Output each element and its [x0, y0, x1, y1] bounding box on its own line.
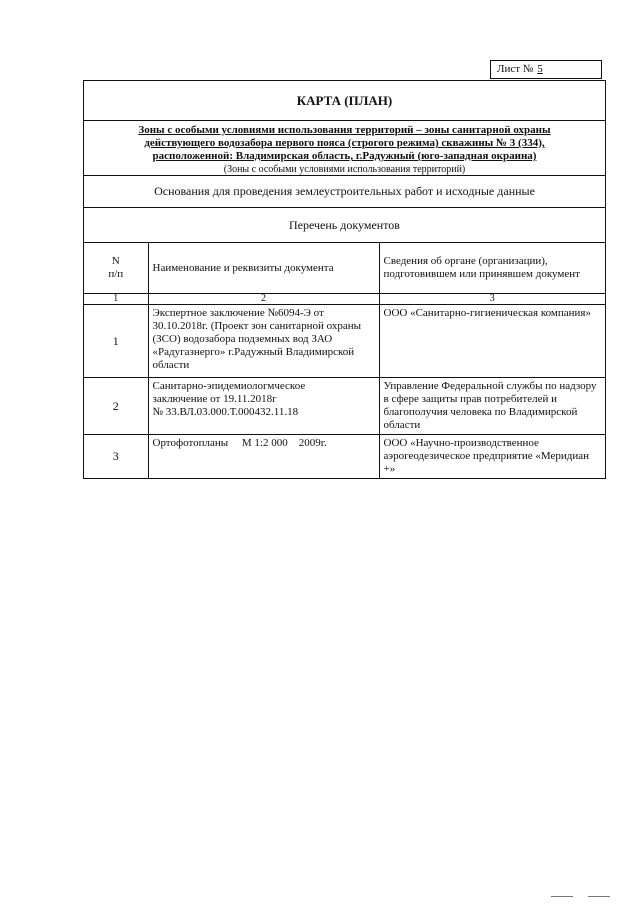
basis-heading: Основания для проведения землеустроительных работ и исходные данные	[84, 176, 605, 208]
zone-line-2: действующего водозабора первого пояса (строгого режима) скважины № 3 (334),	[144, 137, 545, 149]
row-number: 1	[84, 305, 148, 378]
header-organization: Сведения об органе (организации), подготовившем или принявшем документ	[379, 243, 605, 294]
zone-line-1: Зоны с особыми условиями использования территорий – зоны санитарной охраны	[138, 124, 551, 136]
table-row	[84, 305, 605, 378]
header-document-name: Наименование и реквизиты документа	[148, 243, 379, 294]
document-name	[148, 378, 379, 435]
scan-mark	[588, 896, 610, 897]
row-number: 3	[84, 435, 148, 479]
zone-line-3: расположенной: Владимирская область, г.Радужный (юго-западная окраина)	[152, 150, 537, 162]
header-number	[84, 243, 148, 294]
column-index-3: 3	[379, 294, 605, 305]
zone-description	[84, 121, 605, 176]
column-index-row	[84, 294, 605, 305]
table-row	[84, 435, 605, 479]
document-title: КАРТА (ПЛАН)	[84, 81, 605, 121]
document-organization: Управление Федеральной службы по надзору в сфере защиты прав потребителей и благополучия человека по Владимирской области	[379, 378, 605, 435]
document-name-line-2: заключение от 19.11.2018г	[152, 393, 277, 405]
documents-table	[84, 242, 605, 479]
zone-subtitle: (Зоны с особыми условиями использования территорий)	[223, 164, 466, 175]
document-name: Ортофотопланы М 1:2 000 2009г.	[148, 435, 379, 479]
sheet-label: Лист №	[497, 63, 534, 75]
document-organization: ООО «Санитарно-гигиеническая компания»	[379, 305, 605, 378]
document-name-line-1: Санитарно-эпидемиологмческое	[152, 380, 306, 392]
header-number-n: N	[111, 255, 120, 267]
document-name: Экспертное заключение №6094-Э от 30.10.2018г. (Проект зон санитарной охраны (ЗСО) водозабора подземных вод ЗАО «Радугазнерго» г.Радужный Владимирской области	[148, 305, 379, 378]
sheet-number: 5	[537, 63, 543, 75]
table-header-row	[84, 243, 605, 294]
scan-mark	[551, 896, 573, 897]
documents-list-heading: Перечень документов	[289, 217, 400, 232]
row-number: 2	[84, 378, 148, 435]
column-index-1: 1	[84, 294, 148, 305]
sheet-number-box	[490, 60, 602, 79]
document-name-line-3: № 33.ВЛ.03.000.Т.000432.11.18	[152, 406, 299, 418]
header-number-pp: п/п	[108, 268, 124, 280]
document-organization: ООО «Научно-производственное аэрогеодезическое предприятие «Меридиан +»	[379, 435, 605, 479]
map-plan-form	[83, 80, 606, 479]
table-row	[84, 378, 605, 435]
column-index-2: 2	[148, 294, 379, 305]
